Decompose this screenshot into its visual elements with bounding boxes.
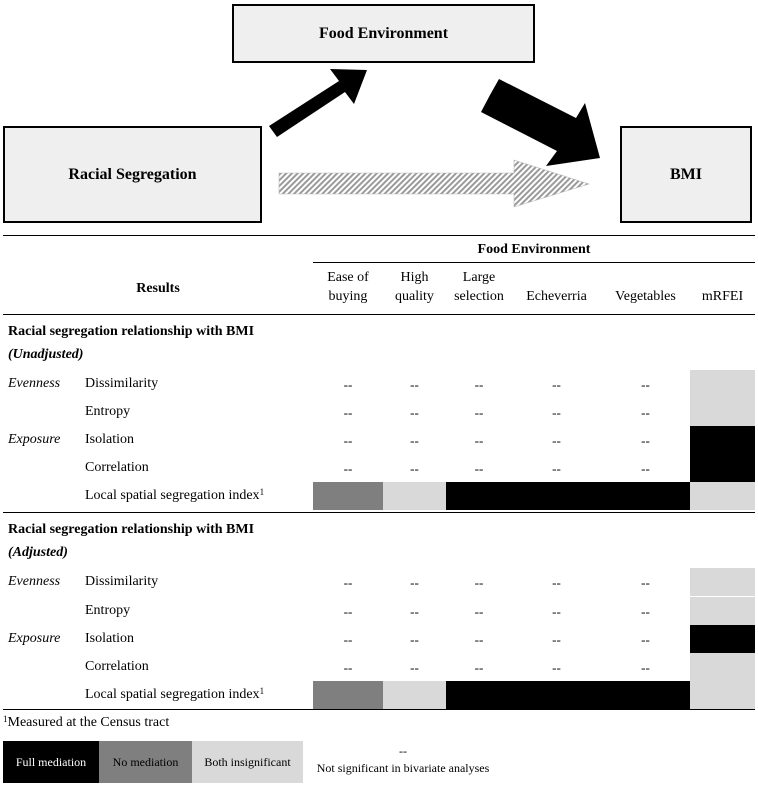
not-significant-dash: -- (343, 405, 353, 420)
not-significant-dash: -- (410, 405, 419, 420)
not-significant-dash: -- (552, 461, 561, 476)
legend-both-insignificant-label: Both insignificant (204, 754, 291, 769)
mediation-cell-gray (313, 681, 383, 709)
column-header-line2: quality (395, 289, 434, 304)
row-measure-sup: 1 (259, 686, 265, 696)
section-title: Racial segregation relationship with BMI (8, 522, 255, 537)
legend-full-mediation-label: Full mediation (15, 754, 87, 769)
not-significant-dash: -- (552, 433, 561, 448)
legend-full-mediation (3, 741, 99, 783)
legend-not-significant: Not significant in bivariate analyses (316, 761, 490, 775)
mediation-cell-lightgray (690, 398, 755, 426)
row-group-label: Evenness (8, 376, 61, 391)
column-header-line1: High (400, 270, 429, 285)
mediation-cell-black (446, 681, 512, 709)
not-significant-dash: -- (474, 660, 484, 675)
row-group-label: Exposure (8, 432, 61, 447)
mediation-cell-black (601, 681, 690, 709)
results-header: Results (136, 281, 180, 296)
row-measure-text: Entropy (85, 404, 131, 419)
arrow-food-environment-to-bmi (481, 79, 600, 166)
row-measure-label (85, 574, 158, 590)
row-measure-text: Isolation (85, 432, 134, 447)
not-significant-dash: -- (343, 660, 353, 675)
not-significant-dash: -- (641, 405, 650, 420)
legend-both-insignificant (192, 741, 303, 783)
not-significant-dash: -- (410, 461, 419, 476)
not-significant-dash: -- (410, 377, 419, 392)
not-significant-dash: -- (474, 575, 484, 590)
legend-no-mediation (99, 741, 192, 783)
row-measure-text: Isolation (85, 631, 134, 646)
mediation-cell-black (512, 482, 601, 510)
column-header-line2: mRFEI (701, 289, 744, 304)
not-significant-dash: -- (343, 632, 353, 647)
not-significant-dash: -- (641, 377, 650, 392)
mediation-cell-black (601, 482, 690, 510)
not-significant-dash: -- (343, 604, 353, 619)
bmi-box (620, 126, 752, 223)
not-significant-dash: -- (410, 575, 419, 590)
not-significant-dash: -- (552, 575, 561, 590)
footnote (3, 715, 169, 731)
not-significant-dash: -- (641, 575, 650, 590)
not-significant-dash: -- (474, 405, 484, 420)
table-top-rule (3, 235, 755, 236)
bmi-label: BMI (670, 165, 702, 183)
section-subtitle: (Adjusted) (8, 545, 68, 560)
row-measure-sup: 1 (259, 487, 265, 497)
row-group-label: Evenness (8, 574, 61, 589)
mediation-cell-black (446, 482, 512, 510)
mediation-cell-black (512, 681, 601, 709)
mediation-cell-lightgray (690, 653, 755, 681)
header-bottom-rule (3, 314, 755, 315)
not-significant-dash: -- (552, 660, 561, 675)
row-measure-label (85, 432, 134, 448)
section-divider-rule (3, 512, 755, 513)
column-header-line2: Echeverria (526, 289, 587, 304)
mediation-cell-black (690, 625, 755, 653)
not-significant-dash: -- (410, 632, 419, 647)
row-measure-label (85, 488, 264, 504)
mediation-cell-lightgray (690, 482, 755, 510)
row-measure-label (85, 631, 134, 647)
not-significant-dash: -- (343, 433, 353, 448)
column-header-line2: buying (328, 289, 368, 304)
row-measure-text: Local spatial segregation index (85, 687, 260, 702)
not-significant-dash: -- (474, 604, 484, 619)
mediation-cell-lightgray (690, 568, 755, 596)
table-bottom-rule (3, 709, 755, 710)
not-significant-dash: -- (343, 377, 353, 392)
row-group-label: Exposure (8, 631, 61, 646)
row-measure-text: Entropy (85, 603, 131, 618)
mediation-cell-lightgray (383, 482, 446, 510)
footnote-sup: 1 (3, 714, 8, 724)
not-significant-dash: -- (641, 632, 650, 647)
not-significant-dash: -- (343, 461, 353, 476)
legend-dash: -- (399, 744, 407, 758)
not-significant-dash: -- (474, 377, 484, 392)
not-significant-dash: -- (641, 461, 650, 476)
food-environment-box (232, 4, 535, 63)
not-significant-dash: -- (641, 660, 650, 675)
racial-segregation-box (3, 126, 262, 223)
row-measure-label (85, 603, 130, 619)
column-header-line2: Vegetables (615, 289, 676, 304)
not-significant-dash: -- (474, 461, 484, 476)
row-measure-text: Correlation (85, 460, 149, 475)
row-measure-label (85, 460, 149, 476)
mediation-cell-lightgray (690, 681, 755, 709)
racial-segregation-label: Racial Segregation (68, 165, 197, 183)
mediation-cell-black (690, 426, 755, 454)
not-significant-dash: -- (410, 604, 419, 619)
mediation-cell-lightgray (690, 370, 755, 398)
mediation-cell-gray (313, 482, 383, 510)
section-title: Racial segregation relationship with BMI (8, 324, 255, 339)
section-subtitle: (Unadjusted) (8, 347, 84, 362)
column-header-line1: Ease of (327, 270, 369, 285)
mediation-cell-lightgray (690, 597, 755, 625)
not-significant-dash: -- (641, 604, 650, 619)
arrow-segregation-to-bmi (279, 160, 589, 207)
row-measure-label (85, 687, 264, 703)
row-measure-label (85, 404, 130, 420)
not-significant-dash: -- (552, 405, 561, 420)
food-env-underline (313, 262, 755, 263)
not-significant-dash: -- (641, 433, 650, 448)
mediation-cell-lightgray (383, 681, 446, 709)
not-significant-dash: -- (410, 433, 419, 448)
food-environment-label: Food Environment (318, 24, 449, 42)
not-significant-dash: -- (343, 575, 353, 590)
row-measure-text: Dissimilarity (85, 376, 159, 391)
row-measure-label (85, 376, 158, 392)
not-significant-dash: -- (552, 377, 561, 392)
row-measure-label (85, 659, 149, 675)
row-measure-text: Dissimilarity (85, 574, 159, 589)
arrow-segregation-to-food-environment (269, 69, 367, 137)
row-measure-text: Local spatial segregation index (85, 488, 260, 503)
legend-no-mediation-label: No mediation (112, 754, 179, 769)
row-measure-text: Correlation (85, 659, 149, 674)
not-significant-dash: -- (410, 660, 419, 675)
not-significant-dash: -- (474, 433, 484, 448)
footnote-text: Measured at the Census tract (7, 715, 170, 730)
not-significant-dash: -- (474, 632, 484, 647)
food-environment-header: Food Environment (477, 242, 591, 257)
column-header-line2: selection (454, 289, 504, 304)
not-significant-dash: -- (552, 632, 561, 647)
not-significant-dash: -- (552, 604, 561, 619)
mediation-cell-black (690, 454, 755, 482)
column-header-line1: Large (462, 270, 496, 285)
